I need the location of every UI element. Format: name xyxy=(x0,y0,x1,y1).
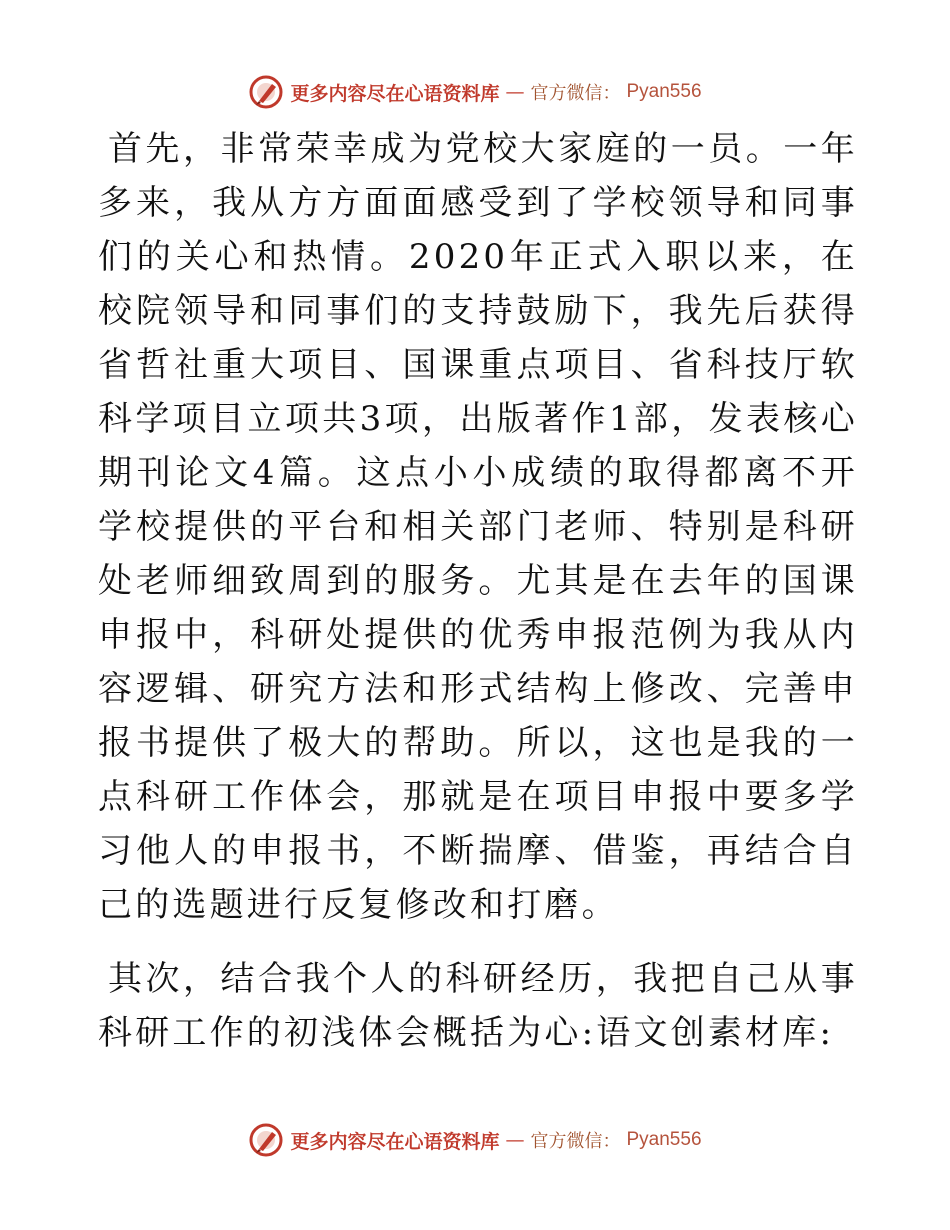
banner-dash: — xyxy=(505,1129,525,1151)
banner-wechat-id: Pyan556 xyxy=(626,81,702,102)
header-banner xyxy=(0,72,950,112)
banner-brand-text: 更多内容尽在心语资料库 xyxy=(290,82,500,105)
banner-wechat-label: 官方微信： xyxy=(530,83,621,104)
banner-dash: — xyxy=(505,81,525,103)
paragraph-1: 首先，非常荣幸成为党校大家庭的一员。一年多来，我从方方面面感受到了学校领导和同事们的关心和热情。2020年正式入职以来，在校院领导和同事们的支持鼓励下，我先后获得省哲社重大项目、国课重点项目、省科技厅软科学项目立项共3项，出版著作1部，发表核心期刊论文4篇。这点小小成绩的取得都离不开学校提供的平台和相关部门老师、特别是科研处老师细致周到的服务。尤其是在去年的国课申报中，科研处提供的优秀申报范例为我从内容逻辑、研究方法和形式结构上修改、完善申报书提供了极大的帮助。所以，这也是我的一点科研工作体会，那就是在项目申报中要多学习他人的申报书，不断揣摩、借鉴，再结合自己的选题进行反复修改和打磨。 xyxy=(98,129,858,925)
document-body xyxy=(98,122,858,1060)
paragraph-2: 其次，结合我个人的科研经历，我把自己从事科研工作的初浅体会概括为心:语文创素材库: xyxy=(98,959,858,1053)
banner-wechat-id: Pyan556 xyxy=(626,1129,702,1150)
banner-brand-text: 更多内容尽在心语资料库 xyxy=(290,1130,500,1153)
footer-banner xyxy=(0,1120,950,1160)
banner-wechat-label: 官方微信： xyxy=(530,1131,621,1152)
pen-nib-logo-icon xyxy=(248,1122,284,1158)
pen-nib-logo-icon xyxy=(248,74,284,110)
